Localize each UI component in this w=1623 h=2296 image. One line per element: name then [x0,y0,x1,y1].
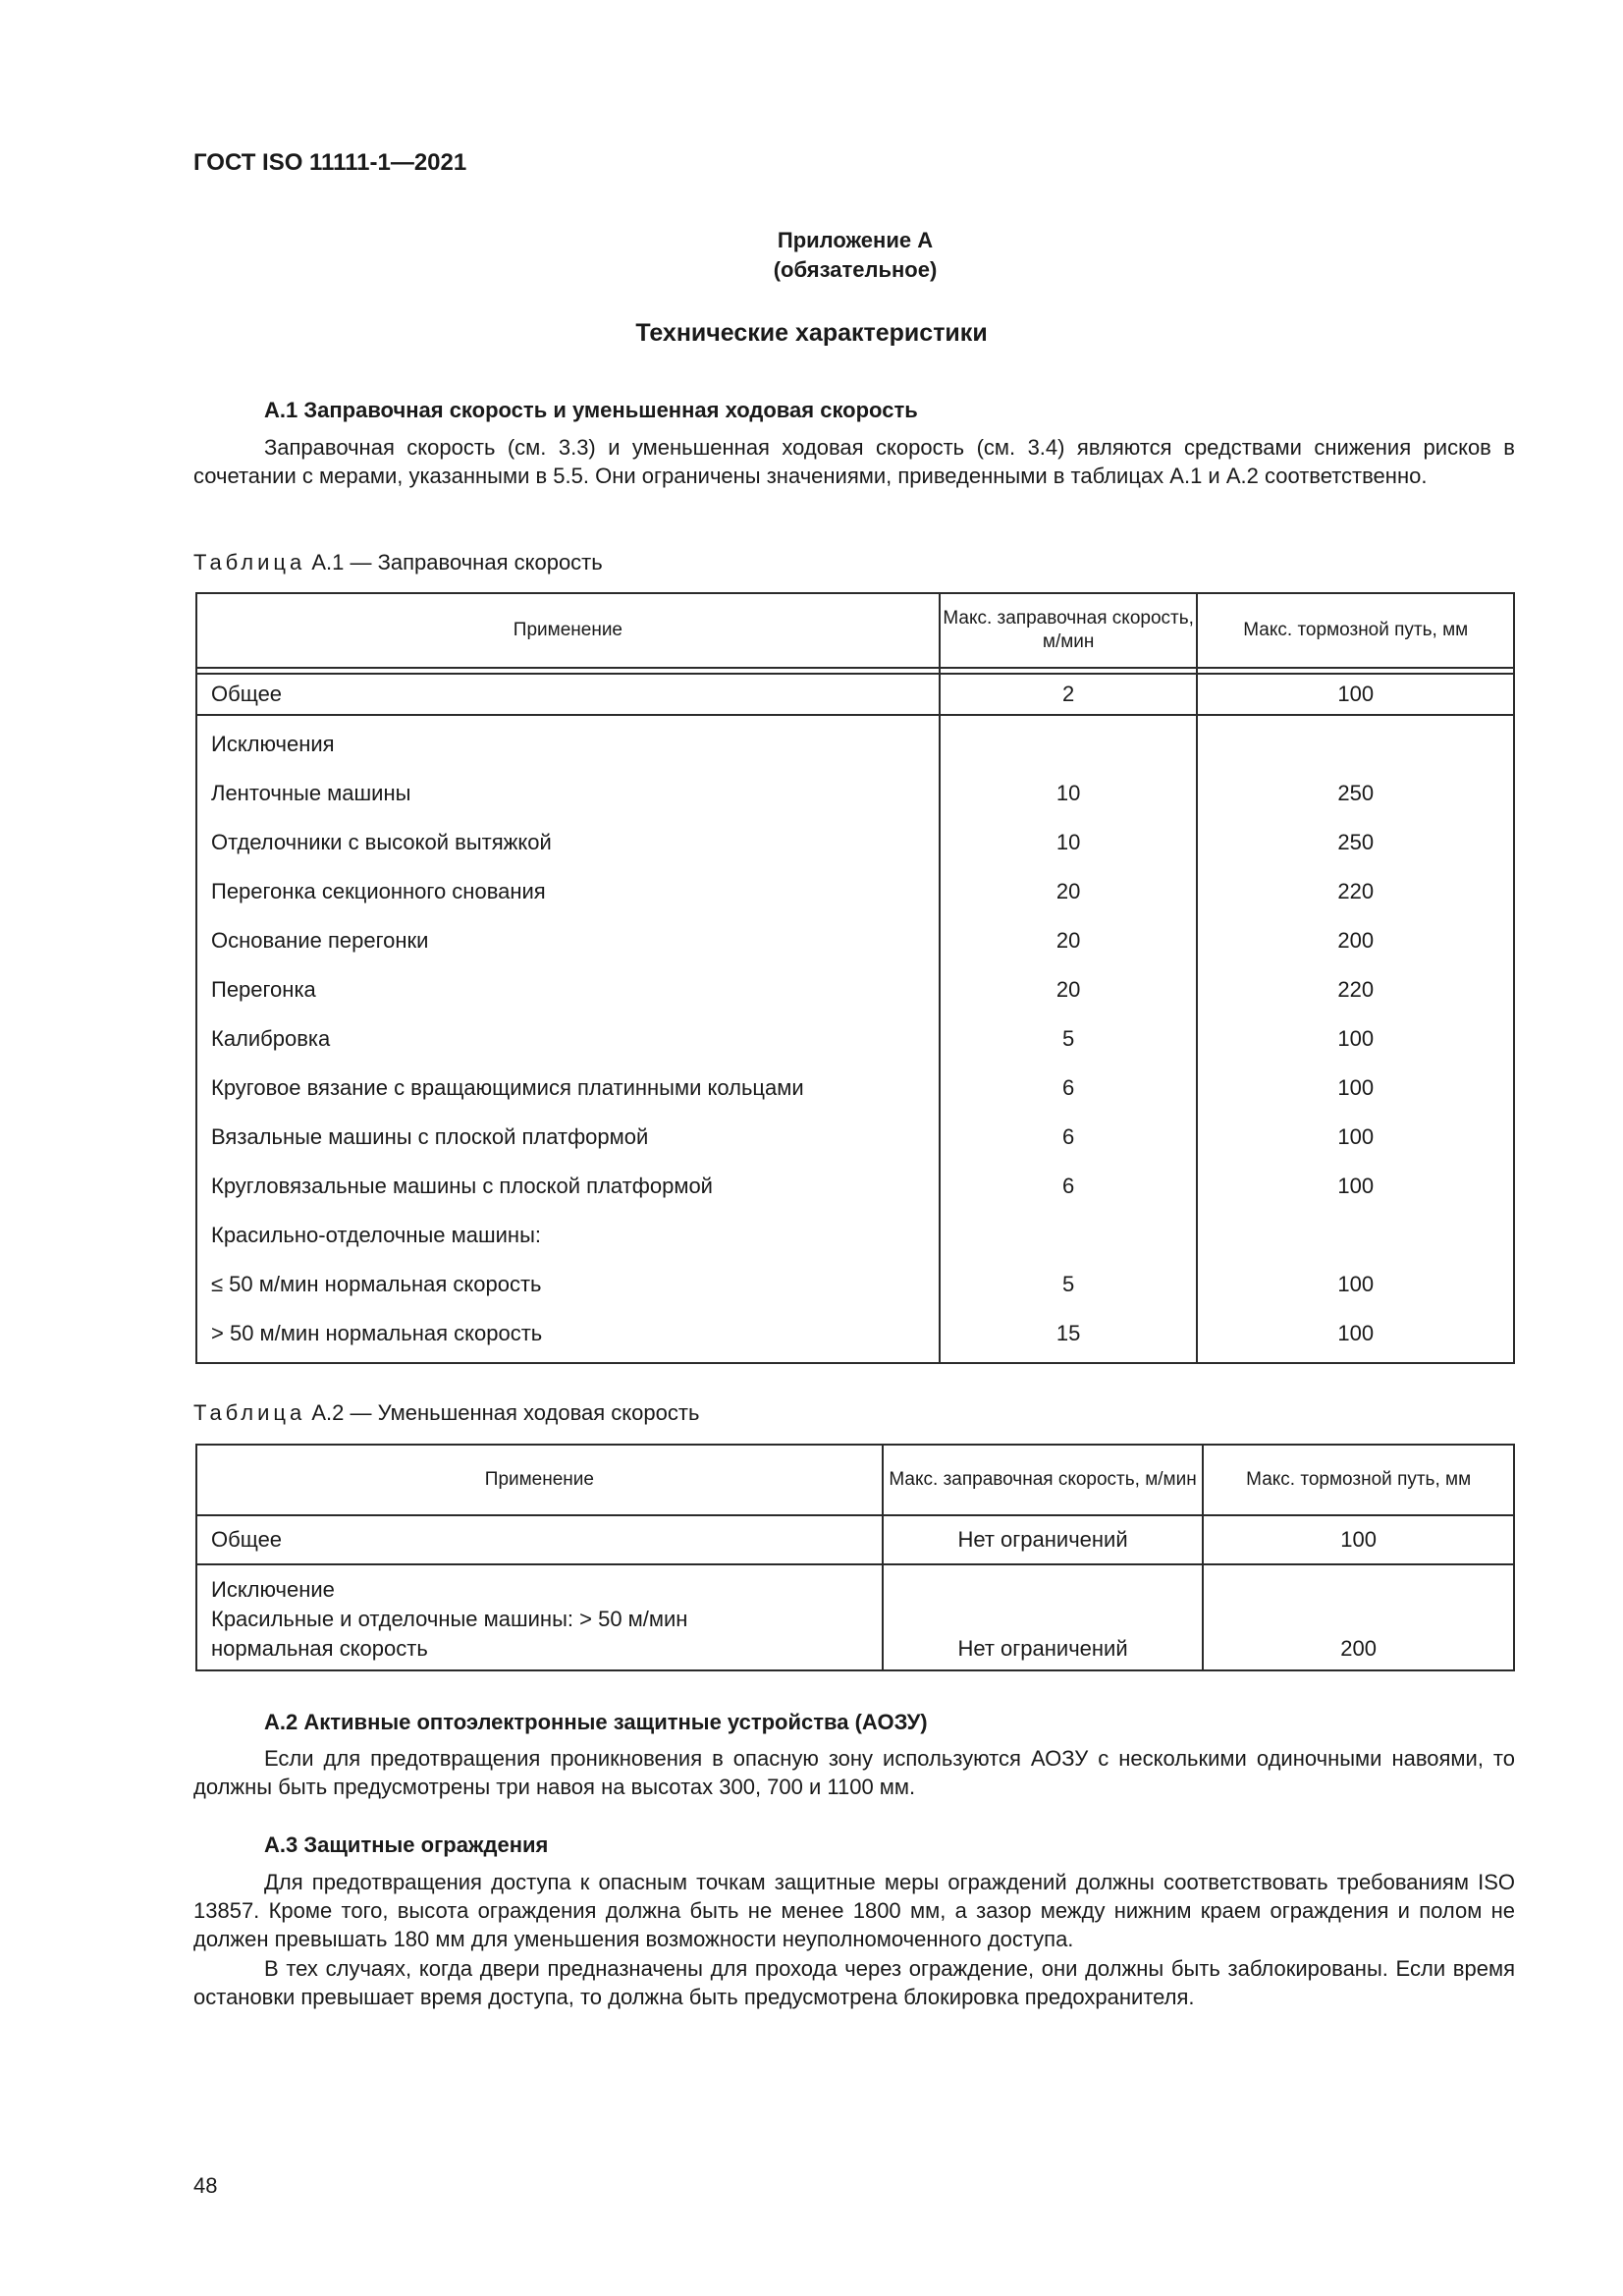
a3-paragraph-1 [193,1868,1515,1953]
page-number: 48 [193,2173,218,2198]
table-row-cell: 250 [1337,830,1375,854]
table2-header-brake: Макс. тормозной путь, мм [1203,1445,1514,1515]
exception-line: Красильные и отделочные машины: > 50 м/мин [211,1607,688,1631]
table1-body-brakes [1197,715,1514,1363]
document-id: ГОСТ ISO 11111-1—2021 [193,149,467,176]
table-a1 [195,592,1515,1364]
table2-exception-row [196,1564,1514,1670]
table-row-cell: 20 [1055,879,1081,903]
table1-header-row [196,593,1514,668]
appendix-subtitle: (обязательное) [773,257,938,282]
table-row-cell: Отделочники с высокой вытяжкой [211,830,552,854]
table-row-cell [941,720,1197,769]
table-row-cell: 15 [1055,1321,1081,1345]
table-cell: 200 [1203,1564,1514,1670]
table-row-cell: Красильно-отделочные машины: [211,1223,542,1247]
table-row-cell: Основание перегонки [211,928,429,953]
table2-header-row [196,1445,1514,1515]
table1-header-speed: Макс. заправочная скорость, м/мин [940,593,1198,668]
table1-body-speeds [940,715,1198,1363]
table-row-cell: Перегонка секционного снования [211,879,546,903]
a2-paragraph-text: Если для предотвращения проникновения в опасную зону используются АОЗУ с несколькими одиночными навоями, то должны быть предусмотрены три навоя на высотах 300, 700 и 1100 мм. [193,1746,1515,1799]
table1-body [196,715,1514,1363]
table-row-cell: 6 [1062,1124,1075,1149]
table1-caption-text: А.1 — Заправочная скорость [305,550,603,574]
table-row-cell: > 50 м/мин нормальная скорость [211,1321,543,1345]
table-row-cell [941,1211,1197,1260]
a2-paragraph [193,1744,1515,1801]
table-cell: Общее [196,674,940,715]
table2-exception-label [196,1564,883,1670]
a1-heading: А.1 Заправочная скорость и уменьшенная ходовая скорость [264,398,918,422]
table-row-cell: ≤ 50 м/мин нормальная скорость [211,1272,542,1296]
table1-header-brake: Макс. тормозной путь, мм [1197,593,1514,668]
exception-line: нормальная скорость [211,1636,428,1661]
table-cell: 2 [940,674,1198,715]
table-row-cell: Калибровка [211,1026,331,1051]
table-row-cell: Вязальные машины с плоской платформой [211,1124,649,1149]
table-row-cell: 5 [1062,1272,1075,1296]
table-row-cell: 100 [1337,1272,1375,1296]
table-row-cell: Ленточные машины [211,781,411,805]
table-row-cell: 5 [1062,1026,1075,1051]
table-row-cell: 10 [1055,830,1081,854]
table-row-cell: 6 [1062,1075,1075,1100]
a3-paragraph-2-text: В тех случаях, когда двери предназначены для прохода через ограждение, они должны быть заблокированы. Если время остановки превышает время доступа, то должна быть предусмотрена блокировка предохранителя. [193,1956,1515,2009]
a3-paragraph-2 [193,1954,1515,2011]
table-row-cell: 10 [1055,781,1081,805]
table2-caption-text: А.2 — Уменьшенная ходовая скорость [305,1400,700,1425]
table-row-cell: 220 [1337,879,1375,903]
table2-general-row [196,1515,1514,1564]
table-row-cell: 200 [1337,928,1375,953]
table-cell: Нет ограничений [883,1515,1204,1564]
table-row-cell: 100 [1337,1124,1375,1149]
table2-header-application: Применение [196,1445,883,1515]
table-row-cell: Кругловязальные машины с плоской платформой [211,1174,713,1198]
table-row-cell: 100 [1337,1026,1375,1051]
table-row-cell: Исключения [211,732,335,756]
table-cell: Общее [196,1515,883,1564]
a1-paragraph-text: Заправочная скорость (см. 3.3) и уменьшенная ходовая скорость (см. 3.4) являются средствами снижения рисков в сочетании с мерами, указанными в 5.5. Они ограничены значениями, приведенными в таблицах А.1 и А.2 соответственно. [193,435,1515,488]
table-a2 [195,1444,1515,1671]
table-row-cell: 100 [1337,1174,1375,1198]
table1-caption-prefix: Таблица [193,550,306,574]
table-row-cell: 20 [1055,977,1081,1002]
table1-general-row [196,674,1514,715]
table-row-cell [1198,720,1513,769]
table-cell: 100 [1203,1515,1514,1564]
table2-caption-prefix: Таблица [193,1400,306,1425]
a3-paragraph-1-text: Для предотвращения доступа к опасным точкам защитные меры ограждений должны соответствовать требованиям ISO 13857. Кроме того, высота ограждения должна быть не менее 1800 мм, а зазор между нижним краем ограждения и полом не должен превышать 180 мм для уменьшения возможности неуполномоченного доступа. [193,1870,1515,1951]
table1-caption [193,550,603,575]
table-cell: Нет ограничений [883,1564,1204,1670]
section-title: Технические характеристики [635,319,988,347]
table-cell: 100 [1197,674,1514,715]
table-row-cell: 100 [1337,1321,1375,1345]
table1-body-labels [196,715,940,1363]
table-row-cell: Перегонка [211,977,316,1002]
table-row-cell: 100 [1337,1075,1375,1100]
table-row-cell: 20 [1055,928,1081,953]
a3-heading: А.3 Защитные ограждения [264,1832,549,1857]
table2-header-speed: Макс. заправочная скорость, м/мин [883,1445,1204,1515]
a1-paragraph [193,433,1515,490]
table-row-cell: 6 [1062,1174,1075,1198]
table-row-cell: Круговое вязание с вращающимися платинными кольцами [211,1075,804,1100]
table2-caption [193,1400,699,1426]
exception-heading: Исключение [211,1577,335,1602]
table-row-cell: 220 [1337,977,1375,1002]
table1-header-application: Применение [196,593,940,668]
table-row-cell: 250 [1337,781,1375,805]
table-row-cell [1198,1211,1513,1260]
appendix-title: Приложение А [777,228,934,252]
a2-heading: А.2 Активные оптоэлектронные защитные устройства (АОЗУ) [264,1710,928,1734]
